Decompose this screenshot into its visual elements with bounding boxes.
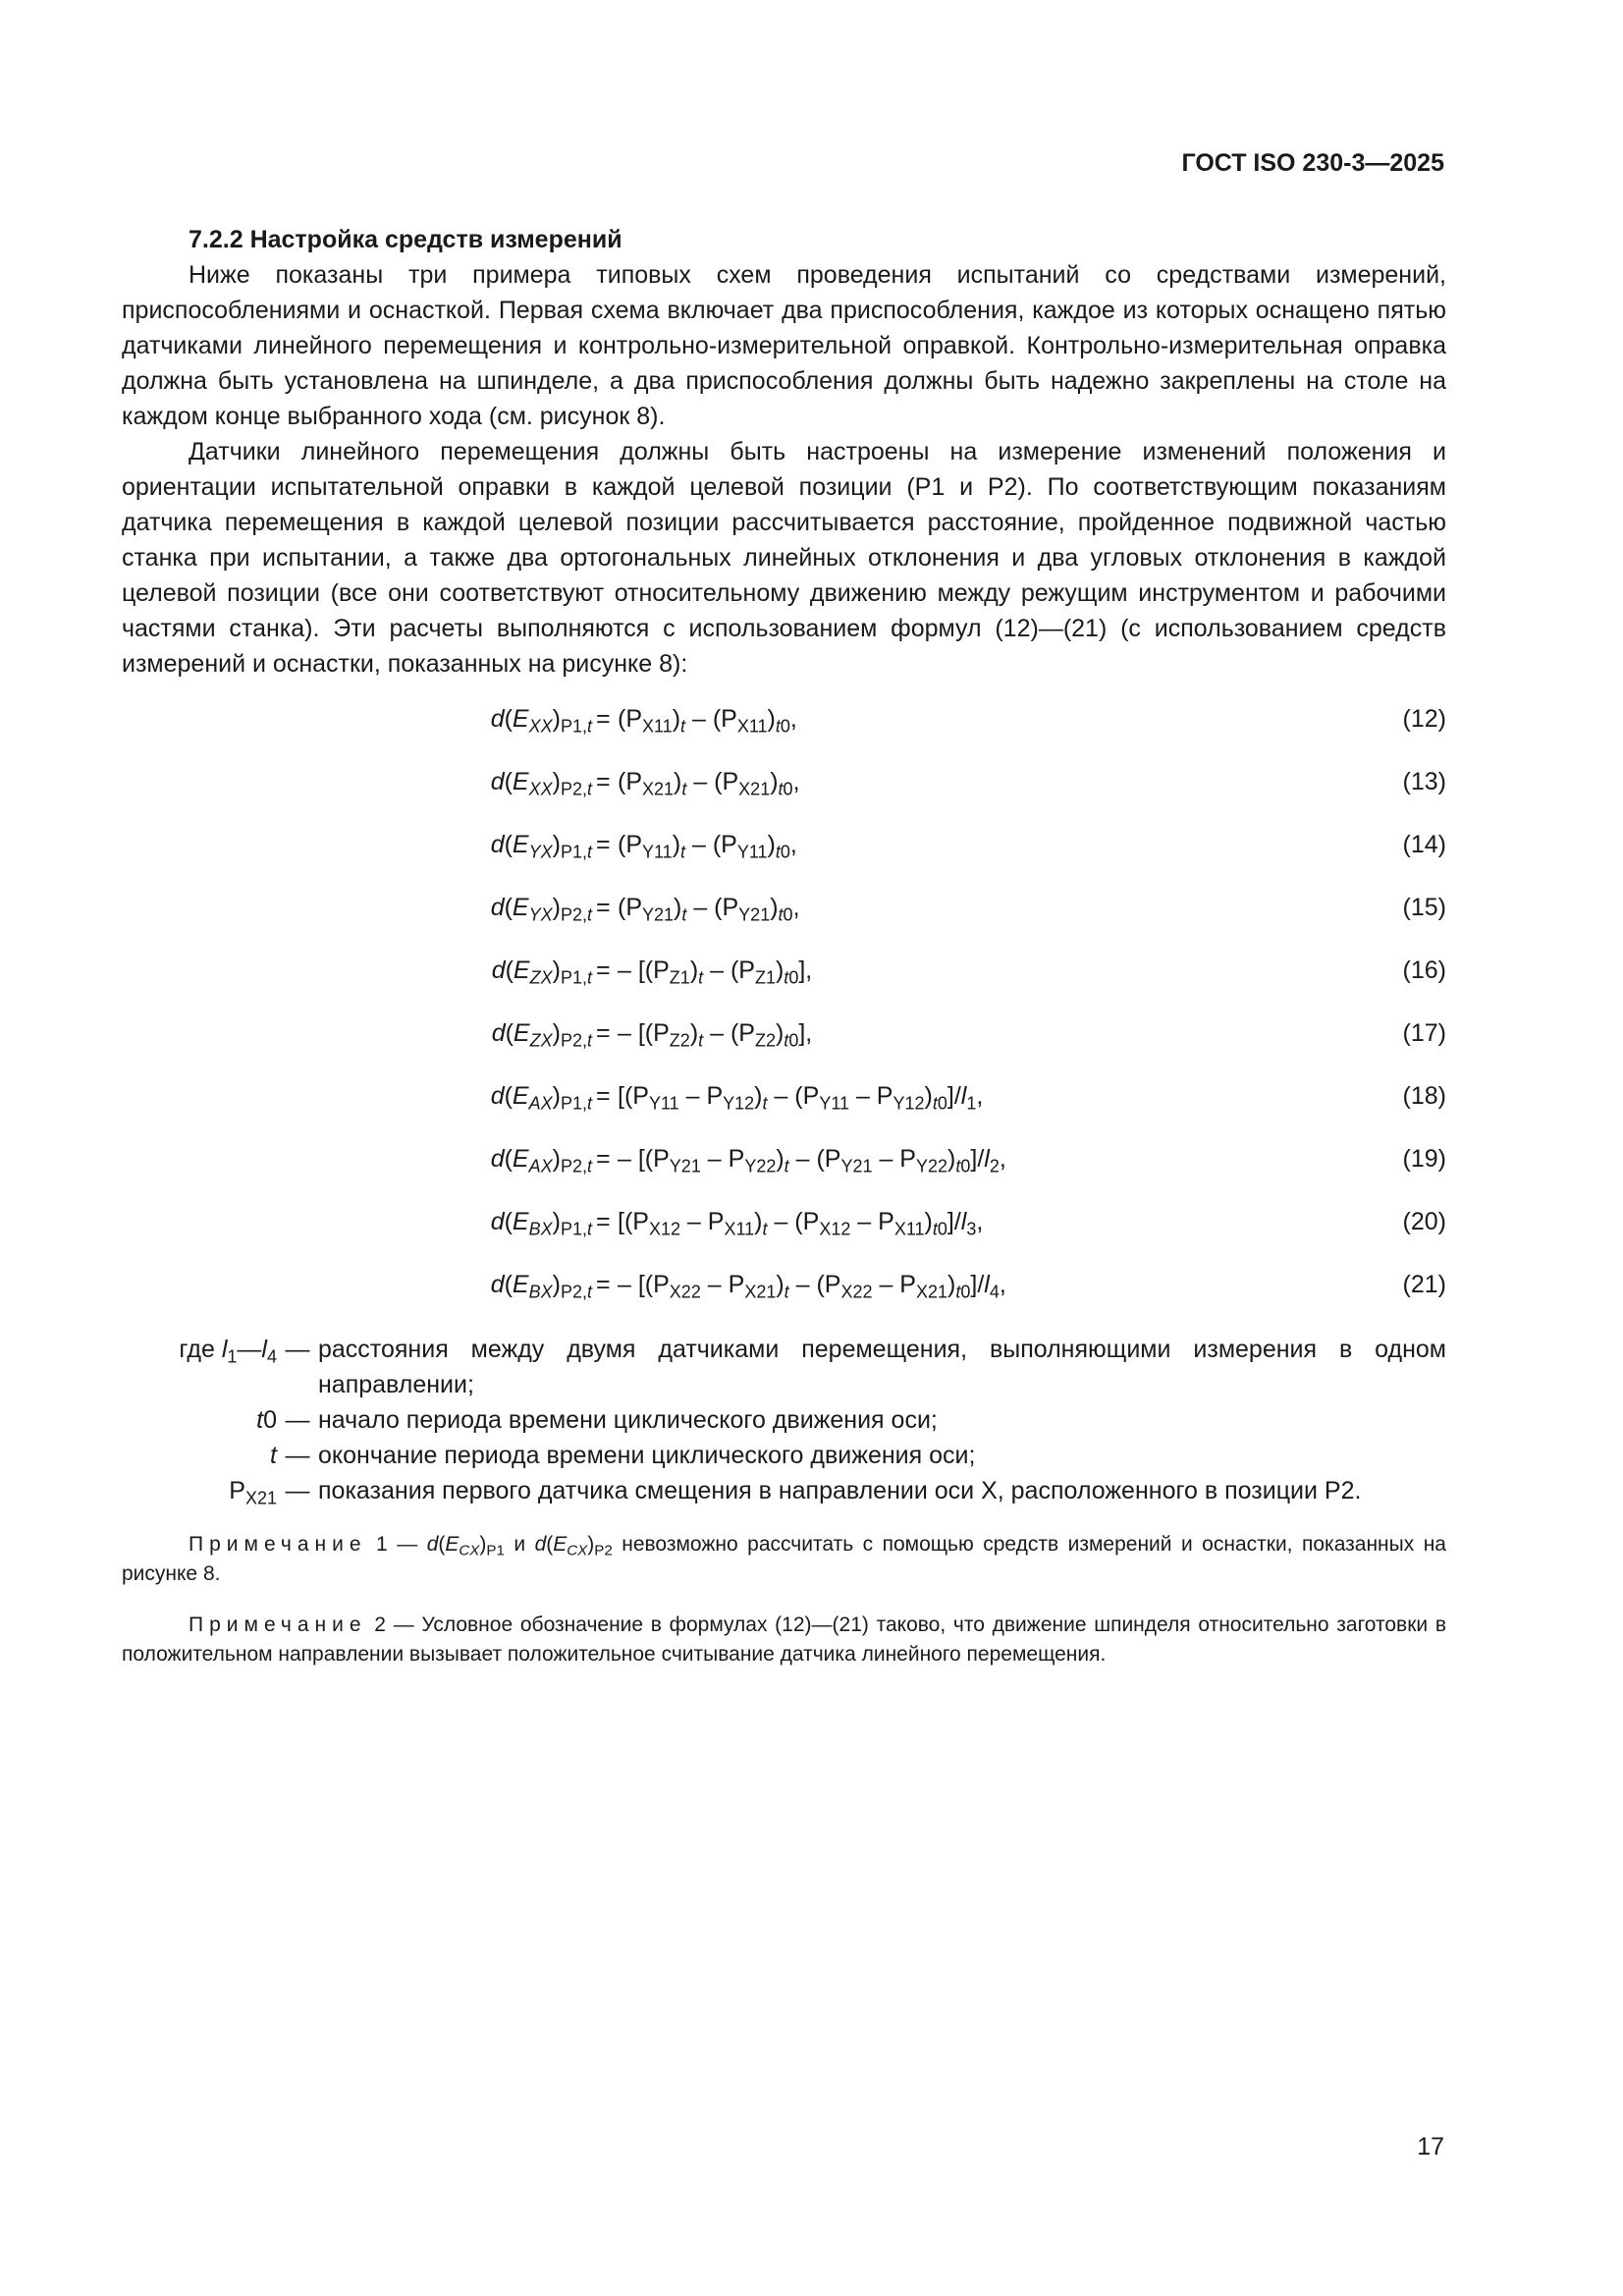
formula-number: (12) (1402, 705, 1446, 733)
formula-number: (20) (1402, 1208, 1446, 1235)
note-label: Примечание (189, 1613, 367, 1636)
legend-term: где $l_1—l_4$ (179, 1336, 277, 1367)
note-2 (122, 1611, 1446, 1669)
paragraph-1: Ниже показаны три примера типовых схем проведения испытаний со средствами измерений, приспособлениями и оснасткой. Первая схема включает два приспособления, каждое из которых оснащено пятью датчиками линейного перемещения и контрольно-измерительной оправкой. Контрольно-измерительная оправка должна быть установлена на шпинделе, а два приспособления должны быть надежно закреплены на столе на каждом конце выбранного хода (см. рисунок 8). (122, 261, 1446, 430)
formula: $d(E_{ZX})_{P2,t}$ = – $[(P_{Z2})_t - (P_{Z2})_{t0}]$, (17) (491, 1019, 1446, 1051)
formula-number: (17) (1402, 1019, 1446, 1047)
formula: $d(E_{YX})_{P2,t}$ = $(P_{Y21})_t - (P_{Y21})_{t0}$, (15) (490, 894, 1446, 925)
formula-number: (15) (1402, 894, 1446, 921)
document-code: ГОСТ ISO 230-3—2025 (1181, 149, 1444, 177)
formula: $d(E_{ZX})_{P1,t}$ = – $[(P_{Z1})_t - (P_{Z1})_{t0}]$, (16) (491, 957, 1446, 988)
legend-item: t0 — начало периода времени циклического движения оси; (122, 1402, 1446, 1438)
formula-number: (19) (1402, 1145, 1446, 1173)
legend-term: t0 (256, 1406, 277, 1434)
paragraph-2: Датчики линейного перемещения должны быть настроены на измерение изменений положения и ориентации испытательной оправки в каждой целевой позиции (P1 и P2). По соответствующим показаниям датчика перемещения в каждой целевой позиции рассчитывается расстояние, пройденное подвижной частью станка при испытании, а также два ортогональных линейных отклонения и два угловых отклонения в каждой целевой позиции (все они соответствуют относительному движению между режущим инструментом и рабочими частями станка). Эти расчеты выполняются с использованием формул (12)—(21) (с использованием средств измерений и оснастки, показанных на рисунке 8): (122, 438, 1446, 678)
legend-definition: показания первого датчика смещения в направлении оси X, расположенного в позиции P2. (318, 1477, 1362, 1504)
section-heading (122, 222, 1446, 257)
legend-item: где $l_1—l_4$ — расстояния между двумя датчиками перемещения, выполняющими измерения в одном направлении; (122, 1332, 1446, 1402)
formula-block (122, 691, 1446, 1320)
formula: $d(E_{BX})_{P1,t}$ = $[(P_{X12} - P_{X11})_t - (P_{X12} - P_{X11})_{t0}]/l_3$, (20) (490, 1208, 1446, 1239)
formula-number: (14) (1402, 831, 1446, 858)
legend-term: t (270, 1442, 277, 1469)
formula-number: (16) (1402, 957, 1446, 984)
formula: $d(E_{XX})_{P2,t}$ = $(P_{X21})_t - (P_{X21})_{t0}$, (13) (490, 768, 1446, 799)
legend-item: $P_{X21}$ — показания первого датчика смещения в направлении оси X, расположенного в позиции P2. (122, 1473, 1446, 1508)
page-number: 17 (1417, 2133, 1444, 2160)
formula: $d(E_{YX})_{P1,t}$ = $(P_{Y11})_t - (P_{Y11})_{t0}$, (14) (490, 831, 1446, 862)
formula-number: (18) (1402, 1082, 1446, 1110)
formula-number: (13) (1402, 768, 1446, 795)
section-number: 7.2.2 (189, 226, 243, 253)
formula: $d(E_{AX})_{P2,t}$ = – $[(P_{Y21} - P_{Y22})_t - (P_{Y21} - P_{Y22})_{t0}]/l_2$, (19) (490, 1145, 1446, 1176)
legend-definition: начало периода времени циклического движения оси; (318, 1406, 938, 1434)
page-content (122, 222, 1446, 1669)
legend-term: $P_{X21}$ (229, 1477, 277, 1508)
section-title: Настройка средств измерений (249, 226, 622, 253)
formula-number: (21) (1402, 1271, 1446, 1298)
legend-item: t — окончание периода времени циклического движения оси; (122, 1438, 1446, 1473)
legend-definition: окончание периода времени циклического движения оси; (318, 1442, 976, 1469)
legend-definition: расстояния между двумя датчиками перемещения, выполняющими измерения в одном направлении; (318, 1336, 1446, 1398)
note-1: Примечание 1 — $d(E_{CX})_{P1}$ и $d(E_{CX})_{P2}$ невозможно рассчитать с помощью средств измерений и оснастки, показанных на рисунке 8. (122, 1533, 1446, 1585)
note-label: Примечание (189, 1533, 367, 1556)
note-text: 2 — Условное обозначение в формулах (12)—(21) таково, что движение шпинделя относительно заготовки в положительном направлении вызывает положительное считывание датчика линейного перемещения. (122, 1613, 1446, 1666)
formula: $d(E_{XX})_{P1,t}$ = $(P_{X11})_t - (P_{X11})_{t0}$, (12) (490, 705, 1446, 737)
formula: $d(E_{AX})_{P1,t}$ = $[(P_{Y11} - P_{Y12})_t - (P_{Y11} - P_{Y12})_{t0}]/l_1$, (18) (490, 1082, 1446, 1114)
symbol-legend (122, 1332, 1446, 1508)
formula: $d(E_{BX})_{P2,t}$ = – $[(P_{X22} - P_{X21})_t - (P_{X22} - P_{X21})_{t0}]/l_4$, (21) (490, 1271, 1446, 1302)
